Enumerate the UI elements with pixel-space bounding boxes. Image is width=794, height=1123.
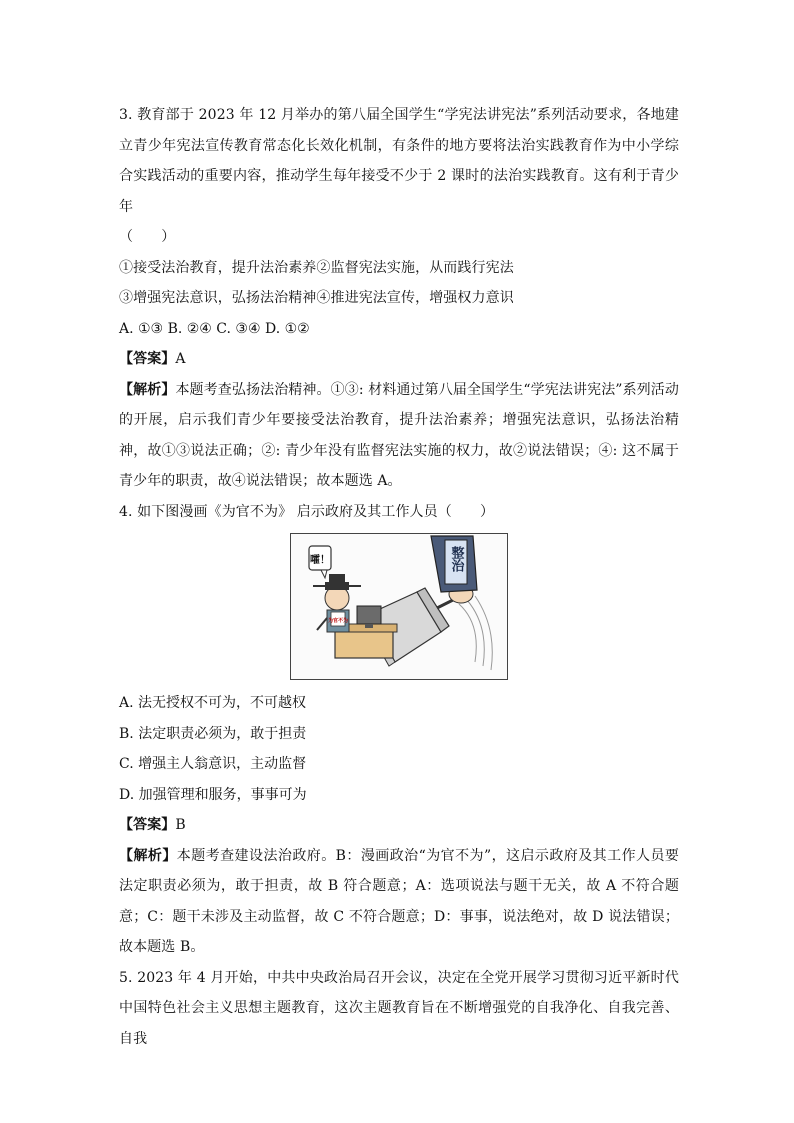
analysis-text: 本题考查弘扬法治精神。①③: 材料通过第八届全国学生“学宪法讲宪法”系列活动的开展，启示我们青少年要接受法治教育，提升法治素养；增强宪法意识，弘扬法治精神，故①③说法正确；②: 青少年没有监督宪法实施的权力，故②说法错误；④: 这不属于青少年的职责，故④说法错误；故本题选 A。 (119, 381, 680, 489)
analysis-label: 【解析】 (119, 381, 176, 398)
answer-value: A (175, 351, 186, 367)
cartoon-container (119, 533, 679, 680)
q3-stem: 3. 教育部于 2023 年 12 月举办的第八届全国学生“学宪法讲宪法”系列活动要求，各地建立青少年宪法宣传教育常态化长效化机制，有条件的地方要将法治实践教育作为中小学综合实践活动的重要内容，推动学生每年接受不少于 2 课时的法治实践教育。这有利于青少年 (119, 107, 679, 215)
speech-text: 嚯！ (310, 555, 330, 566)
motion-lines (459, 596, 492, 670)
analysis-text: 本题考查建设法治政府。B：漫画政治“为官不为”，这启示政府及其工作人员要法定职责必须为，敢于担责，故 B 符合题意；A：选项说法与题干无关，故 A 不符合题意；C：题干未涉及主动监督，故 C 不符合题意；D：事事，说法绝对，故 D 说法错误；故本题选 B。 (119, 847, 679, 955)
q3-answer (119, 344, 679, 375)
q3-options: A. ①③ B. ②④ C. ③④ D. ①② (119, 320, 310, 337)
q3-statement-1-2: ①接受法治教育，提升法治素养②监督宪法实施，从而践行宪法 (119, 259, 514, 276)
q4-analysis (119, 841, 679, 963)
cartoon-image (290, 533, 508, 680)
q4-stem: 4. 如下图漫画《为官不为》 启示政府及其工作人员（ ） (119, 503, 495, 520)
document-content (119, 100, 679, 1054)
q3-statement-3-4: ③增强宪法意识，弘扬法治精神④推进宪法宣传，增强权力意识 (119, 290, 514, 306)
shovel-label: 整治 (448, 546, 464, 572)
q4-option-b: B. 法定职责必须为，敢于担责 (119, 725, 307, 742)
q4-option-a: A. 法无授权不可为，不可越权 (119, 695, 307, 711)
q3-analysis (119, 375, 679, 497)
q4-option-d: D. 加强管理和服务，事事可为 (119, 786, 307, 803)
q4-answer (119, 810, 679, 841)
desk-sign: 为官不为 (327, 618, 349, 624)
q4-option-c: C. 增强主人翁意识，主动监督 (119, 756, 307, 772)
q3-paren: （ ） (119, 229, 176, 245)
q5-stem: 5. 2023 年 4 月开始，中共中央政治局召开会议，决定在全党开展学习贯彻习近平新时代中国特色社会主义思想主题教育，这次主题教育旨在不断增强党的自我净化、自我完善、自我 (119, 969, 679, 1047)
answer-label: 【答案】 (119, 817, 176, 833)
analysis-label: 【解析】 (119, 847, 177, 864)
answer-value: B (175, 817, 186, 833)
answer-label: 【答案】 (119, 351, 176, 367)
